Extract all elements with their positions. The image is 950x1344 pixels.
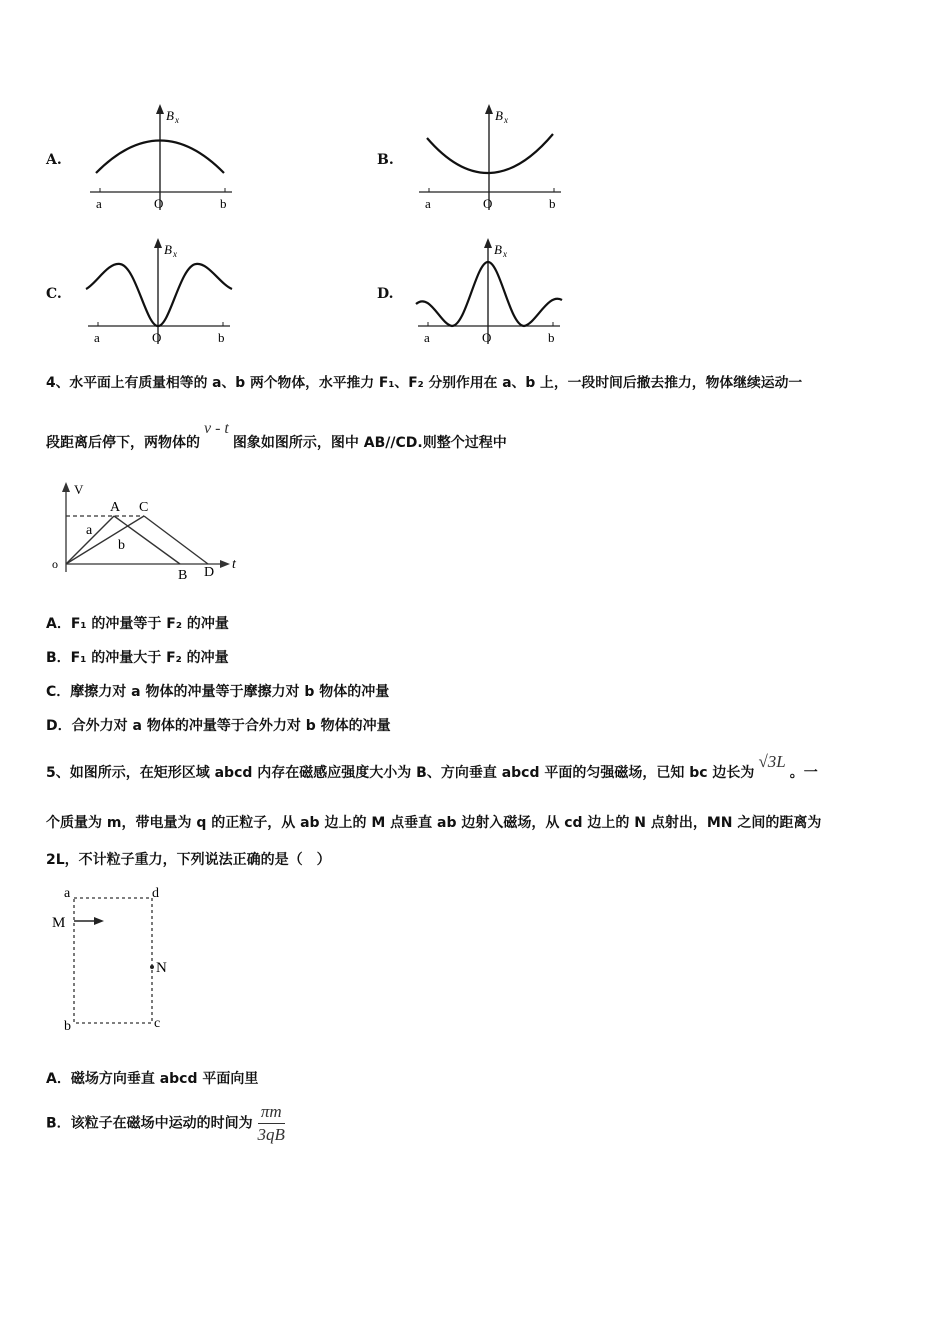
y-axis-arrow: [156, 104, 164, 114]
tick-b: b: [218, 330, 225, 345]
field-figure: [44, 880, 184, 1035]
graph-d: [410, 234, 570, 349]
velocity-arrowhead: [94, 917, 104, 925]
q4-line2: [46, 420, 507, 452]
q4-line2-pre: 段距离后停下，两物体的: [46, 435, 200, 451]
point-n-label: N: [156, 960, 167, 976]
corner-c: c: [154, 1016, 161, 1031]
q5-line1: [46, 752, 818, 782]
y-axis-arrow: [484, 238, 492, 248]
t-axis-arrow: [220, 560, 230, 568]
graph-c: [80, 234, 240, 349]
tick-a: a: [96, 196, 102, 211]
corner-b: b: [64, 1019, 71, 1034]
option-label-d: D.: [377, 286, 394, 302]
v-label: V: [74, 482, 84, 497]
y-axis-arrow: [154, 238, 162, 248]
sqrt-expr: √3L: [758, 752, 786, 771]
point-m-label: M: [52, 915, 66, 931]
tick-o: O: [483, 196, 493, 211]
line-cd-fall: [144, 516, 208, 564]
v-axis-arrow: [62, 482, 70, 492]
axis-label: B: [495, 108, 503, 123]
axis-sub: x: [504, 115, 508, 125]
axis-sub: x: [503, 249, 507, 259]
q5-line2: 个质量为 m，带电量为 q 的正粒子，从 ab 边上的 M 点垂直 ab 边射入磁场，从 cd 边上的 N 点射出，MN 之间的距离为: [46, 815, 822, 831]
point-b: B: [178, 568, 188, 583]
point-n-dot: [150, 965, 154, 969]
q5-option-a[interactable]: A．磁场方向垂直 abcd 平面向里: [46, 1071, 259, 1087]
point-c: C: [139, 500, 149, 515]
tick-a: a: [424, 330, 430, 345]
q5-option-b-text: B．该粒子在磁场中运动的时间为: [46, 1115, 253, 1132]
tick-o: O: [154, 196, 164, 211]
line-b-rise: [66, 516, 144, 564]
y-axis-arrow: [485, 104, 493, 114]
q5-line1-post: 。一: [789, 765, 818, 781]
t-label: t: [232, 557, 236, 572]
corner-a: a: [64, 886, 71, 901]
tick-o: O: [152, 330, 162, 345]
graph-b: [411, 100, 571, 215]
option-label-a: A.: [46, 152, 62, 168]
fraction-denominator: 3qB: [257, 1125, 285, 1144]
graph-a: [82, 100, 242, 215]
q4-option-d[interactable]: D．合外力对 a 物体的冲量等于合外力对 b 物体的冲量: [46, 718, 391, 734]
fraction: [258, 1102, 285, 1145]
axis-sub: x: [173, 249, 177, 259]
line-a-label: a: [86, 523, 93, 538]
curve-d: [416, 262, 562, 326]
origin-label: o: [52, 557, 58, 571]
point-d: D: [204, 565, 215, 580]
curve-c: [86, 264, 232, 326]
option-label-c: C.: [46, 286, 62, 302]
axis-label: B: [164, 242, 172, 257]
curve-b: [427, 134, 553, 173]
q5-line3: 2L，不计粒子重力，下列说法正确的是（ ）: [46, 852, 331, 868]
axis-label: B: [494, 242, 502, 257]
tick-b: b: [549, 196, 556, 211]
q5-line1-pre: 5、如图所示，在矩形区域 abcd 内存在磁感应强度大小为 B、方向垂直 abcd 平面的匀强磁场，已知 bc 边长为: [46, 765, 755, 781]
q4-line1: 4、水平面上有质量相等的 a、b 两个物体，水平推力 F₁、F₂ 分别作用在 a、b 上，一段时间后撤去推力，物体继续运动一: [46, 375, 803, 391]
option-label-b: B.: [377, 152, 394, 168]
q4-option-c[interactable]: C．摩擦力对 a 物体的冲量等于摩擦力对 b 物体的冲量: [46, 684, 390, 700]
tick-a: a: [425, 196, 431, 211]
line-b-label: b: [118, 538, 125, 553]
corner-d: d: [152, 886, 159, 901]
vt-graph: [48, 480, 248, 585]
q4-option-a[interactable]: A．F₁ 的冲量等于 F₂ 的冲量: [46, 616, 229, 632]
fraction-numerator: πm: [258, 1102, 285, 1124]
tick-a: a: [94, 330, 100, 345]
axis-label: B: [166, 108, 174, 123]
q5-option-b[interactable]: [46, 1102, 285, 1145]
point-a: A: [110, 500, 121, 515]
q4-line2-post: 图象如图所示，图中 AB//CD.则整个过程中: [232, 435, 507, 451]
q4-option-b[interactable]: B．F₁ 的冲量大于 F₂ 的冲量: [46, 650, 229, 666]
tick-o: O: [482, 330, 492, 345]
vt-symbol: v - t: [204, 420, 229, 437]
tick-b: b: [548, 330, 555, 345]
tick-b: b: [220, 196, 227, 211]
axis-sub: x: [175, 115, 179, 125]
field-rectangle: [74, 898, 152, 1023]
